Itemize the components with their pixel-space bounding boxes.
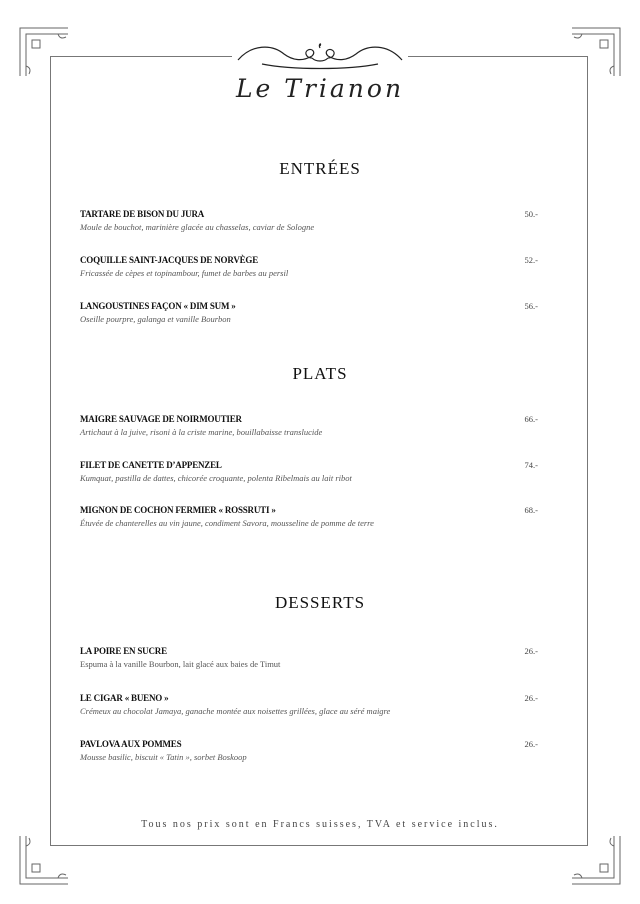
menu-item-name: LA POIRE EN SUCRE	[80, 646, 167, 656]
flourish-ornament-icon	[232, 40, 408, 74]
menu-item	[80, 413, 540, 438]
menu-item	[80, 254, 540, 279]
menu-item-name: FILET DE CANETTE D’APPENZEL	[80, 460, 222, 470]
menu-item-price: 26.-	[524, 693, 538, 703]
menu-item-description: Oseille pourpre, galanga et vanille Bourbon	[80, 314, 231, 324]
section-title-desserts: DESSERTS	[274, 593, 366, 612]
menu-item	[80, 300, 540, 325]
restaurant-logo: Le Trianon	[235, 74, 405, 103]
menu-item	[80, 504, 540, 529]
menu-item	[80, 645, 540, 670]
menu-item-name: LE CIGAR « BUENO »	[80, 693, 169, 703]
menu-item-description: Étuvée de chanterelles au vin jaune, condiment Savora, mousseline de pomme de terre	[80, 518, 374, 528]
corner-ornament-icon	[18, 834, 70, 886]
menu-item-description: Mousse basilic, biscuit « Tatin », sorbet Boskoop	[80, 752, 247, 762]
menu-item-price: 52.-	[524, 255, 538, 265]
footer-note: Tous nos prix sont en Francs suisses, TVA et service inclus.	[141, 819, 499, 830]
menu-item-price: 68.-	[524, 505, 538, 515]
menu-item-description: Kumquat, pastilla de dattes, chicorée croquante, polenta Ribelmais au lait ribot	[80, 473, 352, 483]
menu-item-name: PAVLOVA AUX POMMES	[80, 739, 182, 749]
menu-item-description: Fricassée de cèpes et topinambour, fumet de barbes au persil	[80, 268, 289, 278]
menu-item-name: COQUILLE SAINT-JACQUES DE NORVÈGE	[80, 255, 259, 265]
menu-item-name: MIGNON DE COCHON FERMIER « ROSSRUTI »	[80, 505, 276, 515]
section-title-plats: PLATS	[292, 364, 348, 383]
menu-item	[80, 208, 540, 233]
menu-item	[80, 692, 540, 717]
menu-item	[80, 459, 540, 484]
corner-ornament-icon	[570, 26, 622, 78]
menu-item-name: LANGOUSTINES FAÇON « DIM SUM »	[80, 301, 236, 311]
corner-ornament-icon	[18, 26, 70, 78]
menu-item-price: 56.-	[524, 301, 538, 311]
corner-ornament-icon	[570, 834, 622, 886]
menu-item	[80, 738, 540, 763]
menu-item-description: Crémeux au chocolat Jamaya, ganache montée aux noisettes grillées, glace au séré maigre	[80, 706, 391, 716]
menu-item-price: 26.-	[524, 646, 538, 656]
menu-item-description: Artichaut à la juive, risoni à la criste marine, bouillabaisse translucide	[80, 427, 323, 437]
menu-item-description: Espuma à la vanille Bourbon, lait glacé aux baies de Timut	[80, 659, 281, 669]
menu-item-price: 74.-	[524, 460, 538, 470]
menu-item-price: 66.-	[524, 414, 538, 424]
menu-item-description: Moule de bouchot, marinière glacée au chasselas, caviar de Sologne	[80, 222, 315, 232]
menu-item-name: MAIGRE SAUVAGE DE NOIRMOUTIER	[80, 414, 242, 424]
menu-item-price: 50.-	[524, 209, 538, 219]
menu-item-name: TARTARE DE BISON DU JURA	[80, 209, 205, 219]
section-title-entrees: ENTRÉES	[279, 159, 361, 178]
menu-item-price: 26.-	[524, 739, 538, 749]
